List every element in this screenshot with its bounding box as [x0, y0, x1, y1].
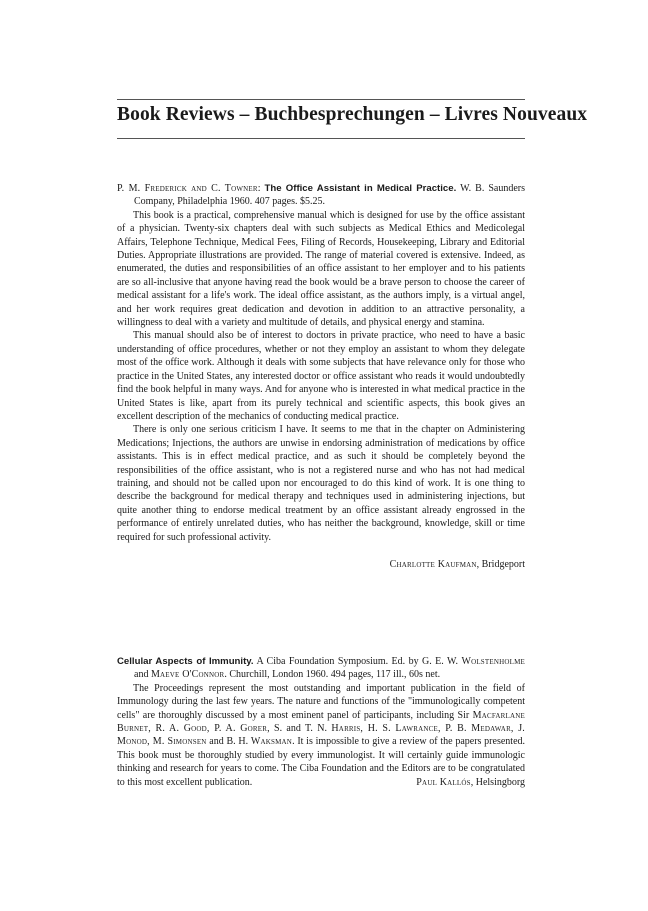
review-publication-joiner: and — [134, 669, 151, 681]
review-book-title: Cellular Aspects of Immunity. — [117, 656, 254, 667]
review-cellular-immunity — [117, 655, 525, 789]
review-paragraph: This book is a practical, comprehensive manual which is designed for use by the office assistant of a physician. Twenty-six chapters deal with such subjects as Medical Ethics and Medicolegal Affairs, Telephone Technique, Medical Fees, Filing of Records, Housekeeping, Library and Editorial Duties. Appropriate illustrations are provided. The range of material covered is extensive. Indeed, as enumerated, the duties and responsibilities of an office assistant to her employer and to his patients are so all-inclusive that anyone having read the book would be a brave person to choose the career of medical assistant for a life's work. The ideal office assistant, as the authors imply, is a virtual angel, and her work requires great dedication and devotion in addition to an attractive personality, a willingness to deal with a variety and multitude of details, and physical energy and stamina. — [117, 209, 525, 329]
review-paragraph — [117, 682, 525, 789]
review-participants: Waksman — [250, 736, 293, 748]
review-authors: P. M. Frederick and C. Towner — [117, 183, 258, 194]
review-citation: P. M. Frederick and C. Towner: The Office Assistant in Medical Practice. W. B. Saunders Company, Philadelphia 1960. 407 pages. $5.25. — [117, 183, 525, 208]
review-text: The Proceedings represent the most outstanding and important publication in the field of Immunology during the last few years. The nature and functions of the "immunologically competent cells" are thoroughly discussed by a most eminent panel of participants, including Sir — [117, 682, 525, 721]
reviewer-signature — [400, 776, 525, 789]
review-citation — [117, 655, 525, 682]
reviewer-place: , Bridgeport — [476, 558, 525, 570]
header-top-rule — [117, 99, 525, 100]
review-office-assistant — [117, 182, 525, 571]
page-header-title: Book Reviews – Buchbesprechungen – Livres Nouveaux — [117, 104, 588, 125]
review-paragraph: This manual should also be of interest to doctors in private practice, who need to have a basic understanding of office procedures, whether or not they employ an assistant to whom they delegate most of the office work. Although it deals with some subjects that have relevance only for those who practice in the United States, any interested doctor or office assistant who reads it would undoubtedly find the book helpful in many ways. And for anyone who is interested in what medical practice in the United States is like, apart from its purely technical and scientific aspects, this book gives an excellent description of the mechanics of conducting medical practice. — [117, 330, 525, 422]
reviewer-signature — [117, 558, 525, 571]
review-participants: Macfarlane Burnet, R. A. Good, P. A. Gorer — [117, 709, 525, 735]
review-editor: Wolstenholme — [461, 656, 525, 667]
review-book-title: The Office Assistant in Medical Practice. — [264, 183, 457, 194]
review-publication: W. B. Saunders Company, Philadelphia 1960. 407 pages. $5.25. — [134, 183, 525, 208]
review-editor: Maeve O'Connor — [150, 669, 225, 681]
review-text: and B. H. — [206, 736, 251, 748]
review-publication: . Churchill, London 1960. 494 pages, 117 ill., 60s net. — [224, 669, 441, 681]
review-paragraph: There is only one serious criticism I have. It seems to me that in the chapter on Administering Medications; Injections, the authors are unwise in endorsing administration of medications by office assistants. This is in effect medical practice, and as such it should be completely beyond the responsibilities of the office assistant, who is not a registered nurse and who has not had medical training, and should not be called upon nor encouraged to do this kind of work. It is one thing to describe the background for medical therapy and techniques used in administering injections, but quite another thing to endorse medical treatment by an office assistant already engrossed in the performance of entirely unrelated duties, who has neither the background, knowledge, skill or time required for such professional activity. — [117, 424, 525, 543]
review-text: , S. and T. N. — [267, 723, 332, 735]
header-bottom-rule — [117, 138, 525, 139]
review-text: . It is impossible to give a review of the papers presented. This book must be thoroughly studied by every immunologist. It will certainly guide immunologic thinking and research for years to come. The Ciba Foundation and the Editors are to be congratulated to this most excellent publication. — [117, 736, 526, 788]
reviewer-place: , Helsingborg — [470, 776, 525, 788]
review-publication: A Ciba Foundation Symposium. Ed. by G. E. W. — [256, 656, 462, 667]
reviewer-name: Charlotte Kaufman — [389, 558, 477, 570]
review-participants: Harris, H. S. Lawrance, P. B. Medawar, J. Monod, M. Simonsen — [117, 723, 525, 748]
reviewer-name: Paul Kallós — [416, 776, 471, 788]
